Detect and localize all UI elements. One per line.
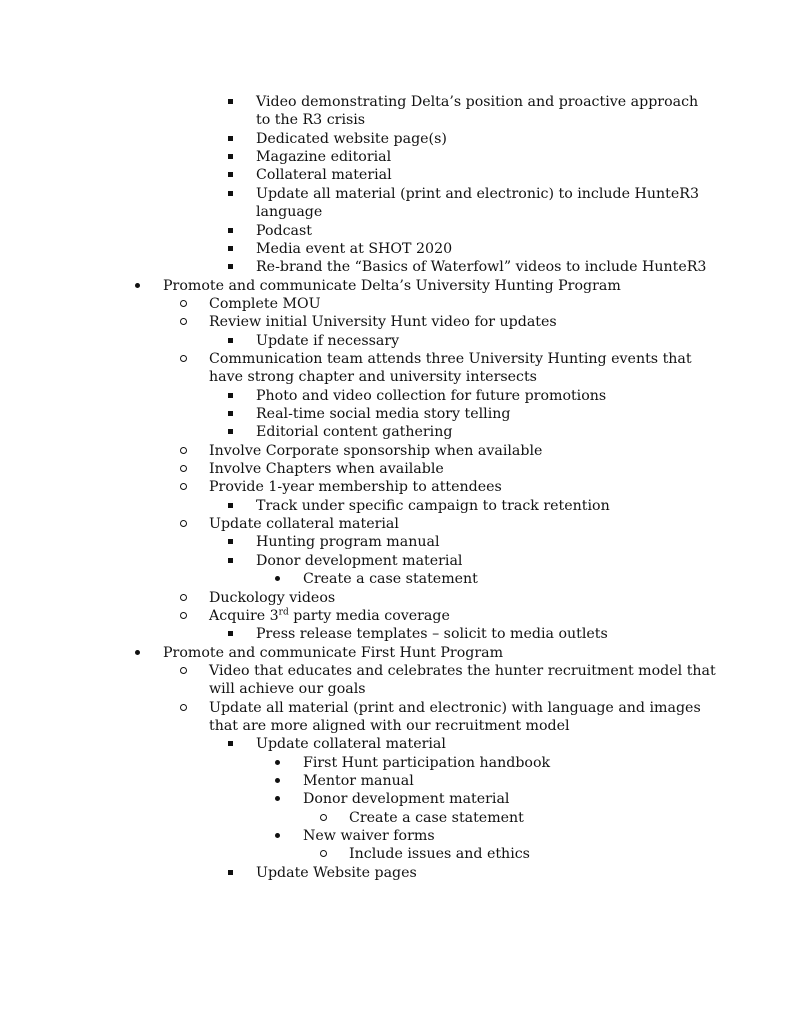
list-item-text: [209, 514, 399, 534]
square-bullet-icon: [223, 147, 237, 159]
list-item-text-main: Update all material (print and electronic) with language and images: [209, 699, 701, 716]
list-item-text: [256, 221, 312, 241]
list-item: [0, 771, 791, 791]
list-item-text-main: Collateral material: [256, 167, 392, 184]
list-item-text-main: to the R3 crisis: [256, 112, 366, 129]
list-item: [0, 532, 791, 552]
list-item: [0, 331, 791, 351]
list-item: [0, 753, 791, 773]
list-item-text-main: Re-brand the “Basics of Waterfowl” videos to include HunteR3: [256, 259, 707, 276]
square-bullet-icon: [223, 734, 237, 746]
list-item: [0, 165, 791, 185]
list-item-text-main: Acquire 3: [209, 607, 279, 624]
disc-bullet-icon: [270, 753, 284, 765]
square-bullet-icon: [223, 624, 237, 636]
list-item-text: [209, 606, 450, 626]
list-item-text: [209, 661, 716, 681]
list-item: [0, 129, 791, 149]
list-item-text: [209, 349, 692, 369]
list-item-text-main: Update collateral material: [256, 736, 446, 753]
list-item-text: [209, 441, 542, 461]
list-item-text: [256, 422, 452, 442]
list-item: [0, 276, 791, 296]
list-item-text: [256, 202, 322, 222]
list-item-text-main: Video that educates and celebrates the hunter recruitment model that: [209, 662, 716, 679]
circle-bullet-icon: [176, 514, 190, 527]
list-item-text: [163, 643, 503, 663]
list-item-text: [209, 679, 366, 699]
list-item-text-tail: party media coverage: [288, 607, 450, 624]
list-item: [0, 514, 791, 534]
list-item: [0, 294, 791, 314]
circle-bullet-icon: [316, 808, 330, 821]
list-item-text-main: Real-time social media story telling: [256, 406, 511, 422]
square-bullet-icon: [223, 551, 237, 563]
list-item-text-main: Promote and communicate Delta’s University Hunting Program: [163, 277, 621, 294]
disc-bullet-icon: [270, 569, 284, 581]
list-item: [0, 349, 791, 369]
square-bullet-icon: [223, 221, 237, 233]
square-bullet-icon: [223, 532, 237, 544]
list-item: [0, 404, 791, 424]
list-item-text: [303, 826, 435, 846]
list-item-text: [256, 129, 447, 149]
ordinal-superscript: rd: [278, 607, 289, 618]
list-item-text-main: Include issues and ethics: [349, 846, 530, 863]
list-item-text-main: Communication team attends three University Hunting events that: [209, 350, 692, 367]
square-bullet-icon: [223, 386, 237, 398]
list-item-continuation: [0, 110, 791, 130]
list-item: [0, 257, 791, 277]
list-item: [0, 863, 791, 883]
list-item-text-main: Press release templates – solicit to media outlets: [256, 626, 608, 643]
list-item-text-main: Create a case statement: [349, 809, 524, 826]
list-item-text: [256, 92, 698, 112]
list-item-text: [163, 276, 621, 296]
circle-bullet-icon: [176, 312, 190, 325]
list-item-text: [256, 404, 510, 424]
list-item-text: [256, 239, 452, 259]
list-item-text: [256, 331, 399, 351]
square-bullet-icon: [223, 184, 237, 196]
list-item: [0, 221, 791, 241]
list-item-text: [209, 294, 321, 314]
list-item-text: [256, 184, 699, 204]
list-item: [0, 551, 791, 571]
list-item-text-main: Donor development material: [256, 552, 463, 569]
list-item: [0, 826, 791, 846]
list-item-text: [256, 386, 606, 406]
square-bullet-icon: [223, 863, 237, 875]
circle-bullet-icon: [176, 441, 190, 454]
list-item-text: [303, 753, 550, 773]
list-item-text-main: Involve Corporate sponsorship when available: [209, 442, 543, 459]
disc-bullet-icon: [270, 826, 284, 838]
list-item: [0, 312, 791, 332]
circle-bullet-icon: [176, 477, 190, 490]
list-item-text-main: Provide 1-year membership to attendees: [209, 479, 502, 496]
circle-bullet-icon: [176, 588, 190, 601]
list-item-text: [209, 312, 557, 332]
list-item-text-main: have strong chapter and university intersects: [209, 369, 537, 386]
square-bullet-icon: [223, 404, 237, 416]
disc-bullet-icon: [270, 771, 284, 783]
list-item: [0, 588, 791, 608]
square-bullet-icon: [223, 496, 237, 508]
list-item-text: [303, 569, 478, 589]
square-bullet-icon: [223, 422, 237, 434]
circle-bullet-icon: [176, 459, 190, 472]
list-item: [0, 624, 791, 644]
list-item: [0, 477, 791, 497]
list-item: [0, 808, 791, 828]
list-item: [0, 643, 791, 663]
list-item-text: [303, 771, 414, 791]
list-item-text: [256, 147, 391, 167]
list-item-continuation: [0, 716, 791, 736]
list-item-text-main: New waiver forms: [303, 828, 435, 844]
list-item-text: [349, 844, 530, 864]
list-item-text-main: Update if necessary: [256, 332, 400, 349]
list-item: [0, 569, 791, 589]
list-item: [0, 844, 791, 864]
list-item-text-main: Magazine editorial: [256, 149, 392, 166]
list-item-text-main: Review initial University Hunt video for updates: [209, 314, 557, 331]
list-item-text-main: Dedicated website page(s): [256, 130, 447, 147]
list-item-text-main: Donor development material: [303, 791, 510, 808]
list-item-text-main: Photo and video collection for future promotions: [256, 387, 607, 404]
list-item-text-main: Update collateral material: [209, 516, 399, 532]
list-item-text-main: Track under specific campaign to track retention: [256, 497, 610, 514]
circle-bullet-icon: [176, 661, 190, 674]
list-item: [0, 734, 791, 754]
list-item-text-main: Editorial content gathering: [256, 424, 453, 441]
list-item-text-main: Mentor manual: [303, 773, 414, 789]
disc-bullet-icon: [130, 276, 144, 288]
square-bullet-icon: [223, 129, 237, 141]
circle-bullet-icon: [176, 294, 190, 307]
list-item-text: [303, 789, 509, 809]
disc-bullet-icon: [270, 789, 284, 801]
circle-bullet-icon: [176, 606, 190, 619]
list-item-text: [209, 459, 444, 479]
list-item: [0, 92, 791, 112]
list-item-text: [256, 165, 392, 185]
list-item: [0, 441, 791, 461]
square-bullet-icon: [223, 92, 237, 104]
list-item-text: [349, 808, 524, 828]
list-item-text: [256, 496, 610, 516]
list-item-text: [256, 110, 365, 130]
square-bullet-icon: [223, 239, 237, 251]
list-item: [0, 661, 791, 681]
list-item-text: [209, 477, 502, 497]
list-item-text: [256, 551, 462, 571]
square-bullet-icon: [223, 165, 237, 177]
list-item-continuation: [0, 679, 791, 699]
list-item-text-main: Update Website pages: [256, 864, 417, 881]
square-bullet-icon: [223, 257, 237, 269]
disc-bullet-icon: [130, 643, 144, 655]
list-item: [0, 239, 791, 259]
list-item-text-main: Create a case statement: [303, 571, 478, 588]
list-item: [0, 496, 791, 516]
list-item-text-main: that are more aligned with our recruitment model: [209, 717, 570, 734]
list-item-text-main: will achieve our goals: [209, 681, 366, 698]
list-item-text-main: Podcast: [256, 222, 312, 239]
list-item: [0, 147, 791, 167]
circle-bullet-icon: [176, 698, 190, 711]
list-item: [0, 789, 791, 809]
list-item-text-main: Promote and communicate First Hunt Program: [163, 644, 504, 661]
list-item: [0, 698, 791, 718]
list-item-text: [256, 734, 446, 754]
list-item-text: [256, 624, 608, 644]
circle-bullet-icon: [316, 844, 330, 857]
list-item: [0, 386, 791, 406]
list-item-text: [209, 588, 335, 608]
list-item-text-main: Involve Chapters when available: [209, 461, 444, 477]
list-item: [0, 184, 791, 204]
list-item-continuation: [0, 367, 791, 387]
list-item-text-main: Hunting program manual: [256, 534, 440, 551]
list-item: [0, 422, 791, 442]
list-item-text-main: language: [256, 204, 323, 221]
list-item-text-main: Media event at SHOT 2020: [256, 240, 453, 257]
list-item-text: [209, 698, 701, 718]
list-item-text: [209, 716, 570, 736]
square-bullet-icon: [223, 331, 237, 343]
circle-bullet-icon: [176, 349, 190, 362]
list-item-continuation: [0, 202, 791, 222]
list-item-text: [256, 257, 706, 277]
list-item: [0, 459, 791, 479]
list-item-text-main: Video demonstrating Delta’s position and proactive approach: [256, 94, 699, 110]
list-item: [0, 606, 791, 626]
list-item-text-main: Duckology videos: [209, 589, 336, 606]
list-item-text: [256, 532, 440, 552]
list-item-text: [209, 367, 537, 387]
list-item-text-main: First Hunt participation handbook: [303, 754, 551, 771]
list-item-text-main: Update all material (print and electronic) to include HunteR3: [256, 185, 699, 202]
list-item-text: [256, 863, 417, 883]
list-item-text-main: Complete MOU: [209, 295, 321, 312]
